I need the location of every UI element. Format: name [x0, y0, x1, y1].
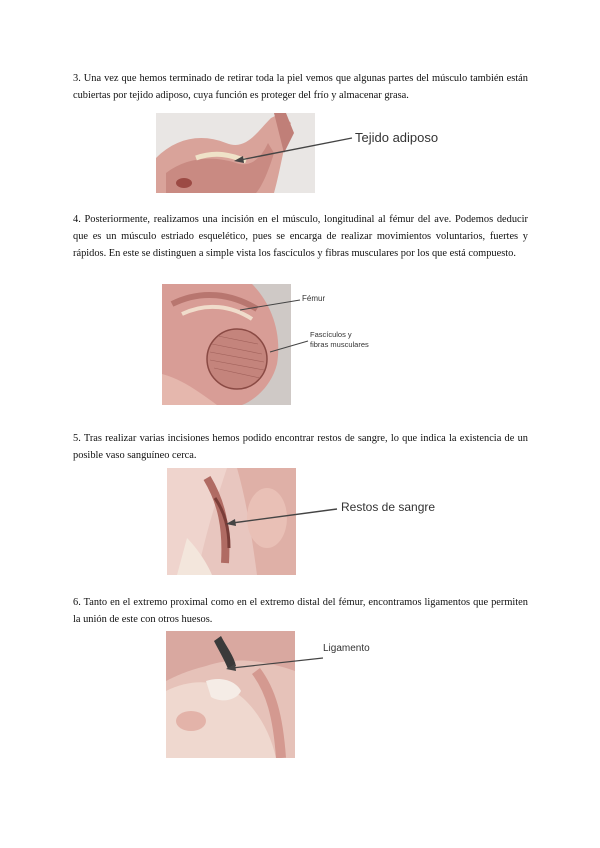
- paragraph-4: 4. Posteriormente, realizamos una incisión en el músculo, longitudinal al fémur del ave. Podemos deducir que es un músculo estriado esquelético, pues se encarga de realizar movimientos voluntarios, fuertes y rápidos. En este se distinguen a simple vista los fascículos y fibras musculares por los que está compuesto.: [73, 214, 528, 259]
- paragraph-6: 6. Tanto en el extremo proximal como en el extremo distal del fémur, encontramos ligamentos que permiten la unión de este con otros huesos.: [73, 597, 528, 625]
- label-fasciculos-line1: Fascículos y: [310, 330, 352, 339]
- label-restos-sangre: Restos de sangre: [341, 500, 436, 514]
- label-tejido-adiposo: Tejido adiposo: [355, 130, 439, 145]
- label-femur: Fémur: [302, 294, 326, 303]
- paragraph-3: 3. Una vez que hemos terminado de retirar toda la piel vemos que algunas partes del músculo también están cubiertas por tejido adiposo, cuya función es proteger del frío y almacenar grasa.: [73, 73, 528, 101]
- label-ligamento: Ligamento: [323, 643, 370, 654]
- label-fasciculos-line2: fibras musculares: [310, 340, 369, 349]
- paragraph-5: 5. Tras realizar varias incisiones hemos podido encontrar restos de sangre, lo que indica la existencia de un posible vaso sanguíneo cerca.: [73, 433, 528, 461]
